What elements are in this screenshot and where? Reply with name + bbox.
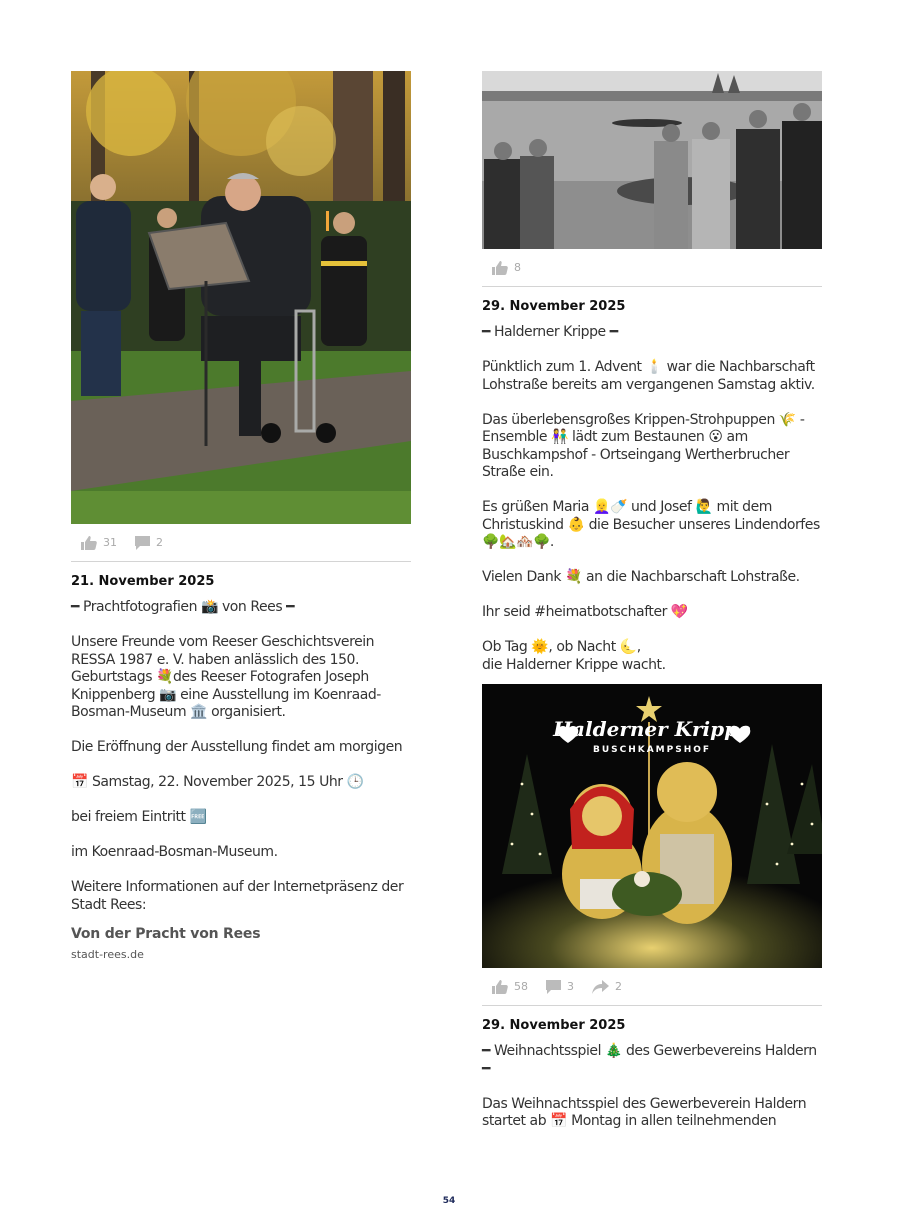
paragraph: Unsere Freunde vom Reeser Geschichtsverein RESSA 1987 e. V. haben anlässlich des 150. Geburtstags 💐des Reeser Fotografen Joseph Knippenberg 📷 eine Ausstellung im Koenraad-Bosman-Museum 🏛️ organisiert. [71, 634, 381, 720]
post-text [482, 324, 822, 674]
post-date: 29. November 2025 [482, 1018, 626, 1033]
thumbs-up-icon [492, 261, 508, 275]
post-date: 29. November 2025 [482, 299, 626, 314]
post-text [482, 1043, 822, 1131]
link-preview-url[interactable]: stadt-rees.de [71, 948, 144, 961]
paragraph: Ihr seid #heimatbotschafter 💖 [482, 604, 688, 620]
comment-count[interactable]: 3 [546, 980, 574, 994]
like-count[interactable]: 58 [492, 980, 528, 994]
thumbs-up-icon [492, 980, 508, 994]
share-icon [592, 980, 609, 994]
post-heading: ━ Weihnachtsspiel 🎄 des Gewerbevereins Haldern ━ [482, 1043, 817, 1077]
share-count[interactable]: 2 [592, 980, 622, 994]
comment-count[interactable]: 2 [135, 536, 163, 550]
post-heading: ━ Prachtfotografien 📸 von Rees ━ [71, 599, 295, 615]
paragraph: im Koenraad-Bosman-Museum. [71, 844, 278, 860]
left-post-stats [71, 524, 411, 562]
paragraph: bei freiem Eintritt 🆓 [71, 809, 207, 825]
paragraph: Die Eröffnung der Ausstellung findet am morgigen [71, 739, 403, 755]
link-preview-title[interactable]: Von der Pracht von Rees [71, 926, 261, 942]
historic-harbor-photo[interactable] [482, 71, 822, 249]
post-date: 21. November 2025 [71, 574, 215, 589]
page-number: 54 [442, 1196, 456, 1206]
top-post-stats [482, 249, 822, 287]
thumbs-up-icon [81, 536, 97, 550]
paragraph: Weitere Informationen auf der Internetpräsenz der Stadt Rees: [71, 879, 404, 913]
right-column [482, 71, 822, 1131]
comment-icon [546, 980, 561, 994]
ceremony-photo[interactable] [71, 71, 411, 524]
post-text [71, 599, 411, 914]
image-subtitle: BUSCHKAMPSHOF [592, 745, 712, 755]
comment-icon [135, 536, 150, 550]
paragraph: Das überlebensgroßes Krippen-Strohpuppen 🌾 - Ensemble 👫 lädt zum Bestaunen 😮 am Buschkampshof - Ortseingang Wertherbrucher Straße ein. [482, 411, 805, 480]
paragraph: Ob Tag 🌞, ob Nacht 🌜, die Halderner Krippe wacht. [482, 639, 666, 673]
like-count[interactable]: 8 [492, 261, 521, 275]
post-heading: ━ Halderner Krippe ━ [482, 324, 618, 340]
paragraph: 📅 Samstag, 22. November 2025, 15 Uhr 🕒 [71, 774, 364, 790]
paragraph: Vielen Dank 💐 an die Nachbarschaft Lohstraße. [482, 569, 800, 585]
paragraph: Das Weihnachtsspiel des Gewerbeverein Haldern startet ab 📅 Montag in allen teilnehmenden [482, 1095, 807, 1129]
paragraph: Es grüßen Maria 👱‍♀️🍼 und Josef 🙋‍♂️ mit dem Christuskind 👶 die Besucher unseres Lindendorfes 🌳🏡🏘️🌳. [482, 499, 820, 550]
paragraph: Pünktlich zum 1. Advent 🕯️ war die Nachbarschaft Lohstraße bereits am vergangenen Samstag aktiv. [482, 359, 815, 393]
krippe-post-stats [482, 968, 822, 1006]
image-title: Halderner Krippe [553, 717, 751, 741]
nativity-straw-figures-photo[interactable] [482, 684, 822, 968]
left-column [71, 71, 411, 961]
like-count[interactable]: 31 [81, 536, 117, 550]
